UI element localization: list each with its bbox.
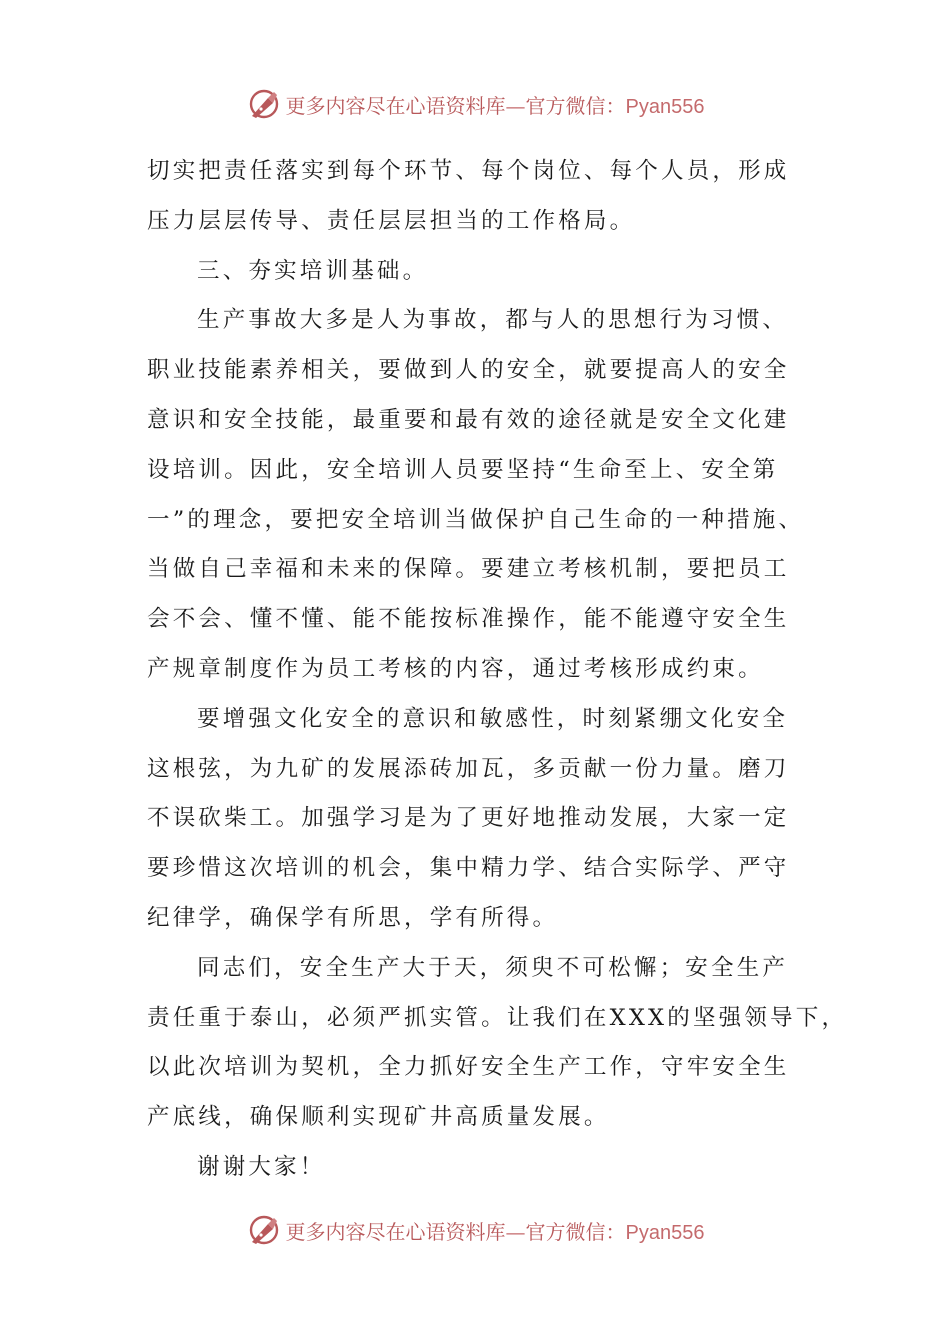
body-line: 责任重于泰山，必须严抓实管。让我们在XXX的坚强领导下， <box>147 1004 848 1031</box>
pen-nib-logo-icon <box>246 1212 282 1248</box>
banner-contact-id: Pyan556 <box>625 95 705 118</box>
body-line: 纪律学，确保学有所思，学有所得。 <box>147 904 559 931</box>
body-line: 这根弦，为九矿的发展添砖加瓦，多贡献一份力量。磨刀 <box>147 755 790 782</box>
banner-contact-id: Pyan556 <box>625 1221 705 1244</box>
banner-separator: — <box>505 93 526 118</box>
body-line: 设培训。因此，安全培训人员要坚持“生命至上、安全第 <box>147 456 779 483</box>
body-line: 意识和安全技能，最重要和最有效的途径就是安全文化建 <box>147 406 790 433</box>
banner-contact-label: 官方微信： <box>525 93 626 118</box>
body-line: 职业技能素养相关，要做到人的安全，就要提高人的安全 <box>147 357 790 384</box>
pen-nib-logo-icon <box>246 86 282 122</box>
banner-separator: — <box>505 1219 526 1244</box>
body-line: 一”的理念，要把安全培训当做保护自己生命的一种措施、 <box>147 506 805 533</box>
body-line: 会不会、懂不懂、能不能按标准操作，能不能遵守安全生 <box>147 606 790 633</box>
body-line: 同志们，安全生产大于天，须臾不可松懈；安全生产 <box>197 954 789 981</box>
banner-text <box>286 1216 705 1245</box>
footer-banner <box>0 1210 950 1250</box>
document-body <box>147 147 848 1193</box>
body-line: 切实把责任落实到每个环节、每个岗位、每个人员，形成 <box>147 158 790 184</box>
header-banner <box>0 84 950 124</box>
body-line: 生产事故大多是人为事故，都与人的思想行为习惯、 <box>197 307 789 334</box>
section-heading: 三、夯实培训基础。 <box>197 257 429 284</box>
body-line: 要增强文化安全的意识和敏感性，时刻紧绷文化安全 <box>197 705 789 732</box>
banner-contact-label: 官方微信： <box>525 1219 626 1244</box>
body-line: 产规章制度作为员工考核的内容，通过考核形成约束。 <box>147 655 764 682</box>
body-line: 当做自己幸福和未来的保障。要建立考核机制，要把员工 <box>147 556 790 583</box>
body-line: 不误砍柴工。加强学习是为了更好地推动发展，大家一定 <box>147 805 790 832</box>
banner-text <box>286 90 705 119</box>
closing-line: 谢谢大家！ <box>197 1153 326 1180</box>
body-line: 以此次培训为契机，全力抓好安全生产工作，守牢安全生 <box>147 1054 790 1081</box>
banner-main-text: 更多内容尽在心语资料库 <box>285 1219 506 1244</box>
banner-main-text: 更多内容尽在心语资料库 <box>285 93 506 118</box>
body-line: 压力层层传导、责任层层担当的工作格局。 <box>147 207 636 234</box>
body-line: 产底线，确保顺利实现矿井高质量发展。 <box>147 1104 610 1131</box>
body-line: 要珍惜这次培训的机会，集中精力学、结合实际学、严守 <box>147 855 790 882</box>
